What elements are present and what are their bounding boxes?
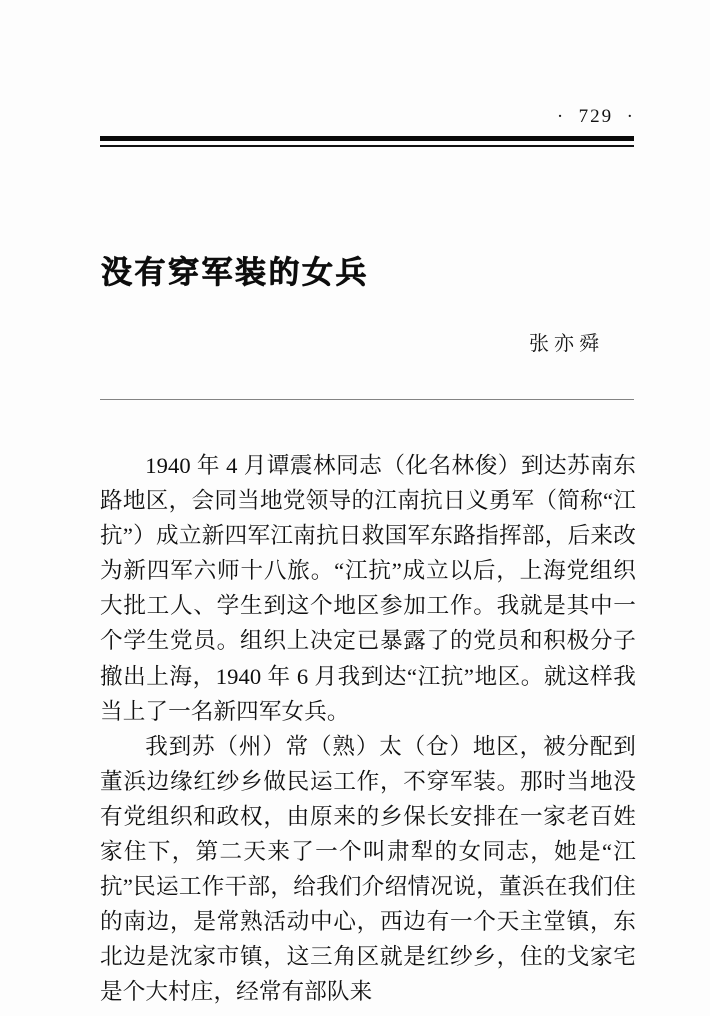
page-number: · 729 · xyxy=(556,106,635,127)
body-paragraph: 1940 年 4 月谭震林同志（化名林俊）到达苏南东路地区，会同当地党领导的江南抗日义勇军（简称“江抗”）成立新四军江南抗日救国军东路指挥部，后来改为新四军六师十八旅。“江抗”成立以后，上海党组织大批工人、学生到这个地区参加工作。我就是其中一个学生党员。组织上决定已暴露了的党员和积极分子撤出上海，1940 年 6 月我到达“江抗”地区。就这样我当上了一名新四军女兵。 xyxy=(100,453,636,724)
article-body xyxy=(100,448,636,1010)
article-author: 张亦舜 xyxy=(529,333,604,355)
header-rule-thin xyxy=(100,145,634,147)
header-rule-thick xyxy=(100,136,634,141)
article-title: 没有穿军装的女兵 xyxy=(101,255,369,291)
author-divider-rule xyxy=(100,399,634,400)
body-paragraph: 我到苏（州）常（熟）太（仓）地区，被分配到董浜边缘红纱乡做民运工作，不穿军装。那时当地没有党组织和政权，由原来的乡保长安排在一家老百姓家住下，第二天来了一个叫肃犁的女同志，她是“江抗”民运工作干部，给我们介绍情况说，董浜在我们住的南边，是常熟活动中心，西边有一个天主堂镇，东北边是沈家市镇，这三角区就是红纱乡，住的戈家宅是个大村庄，经常有部队来 xyxy=(100,733,636,1005)
